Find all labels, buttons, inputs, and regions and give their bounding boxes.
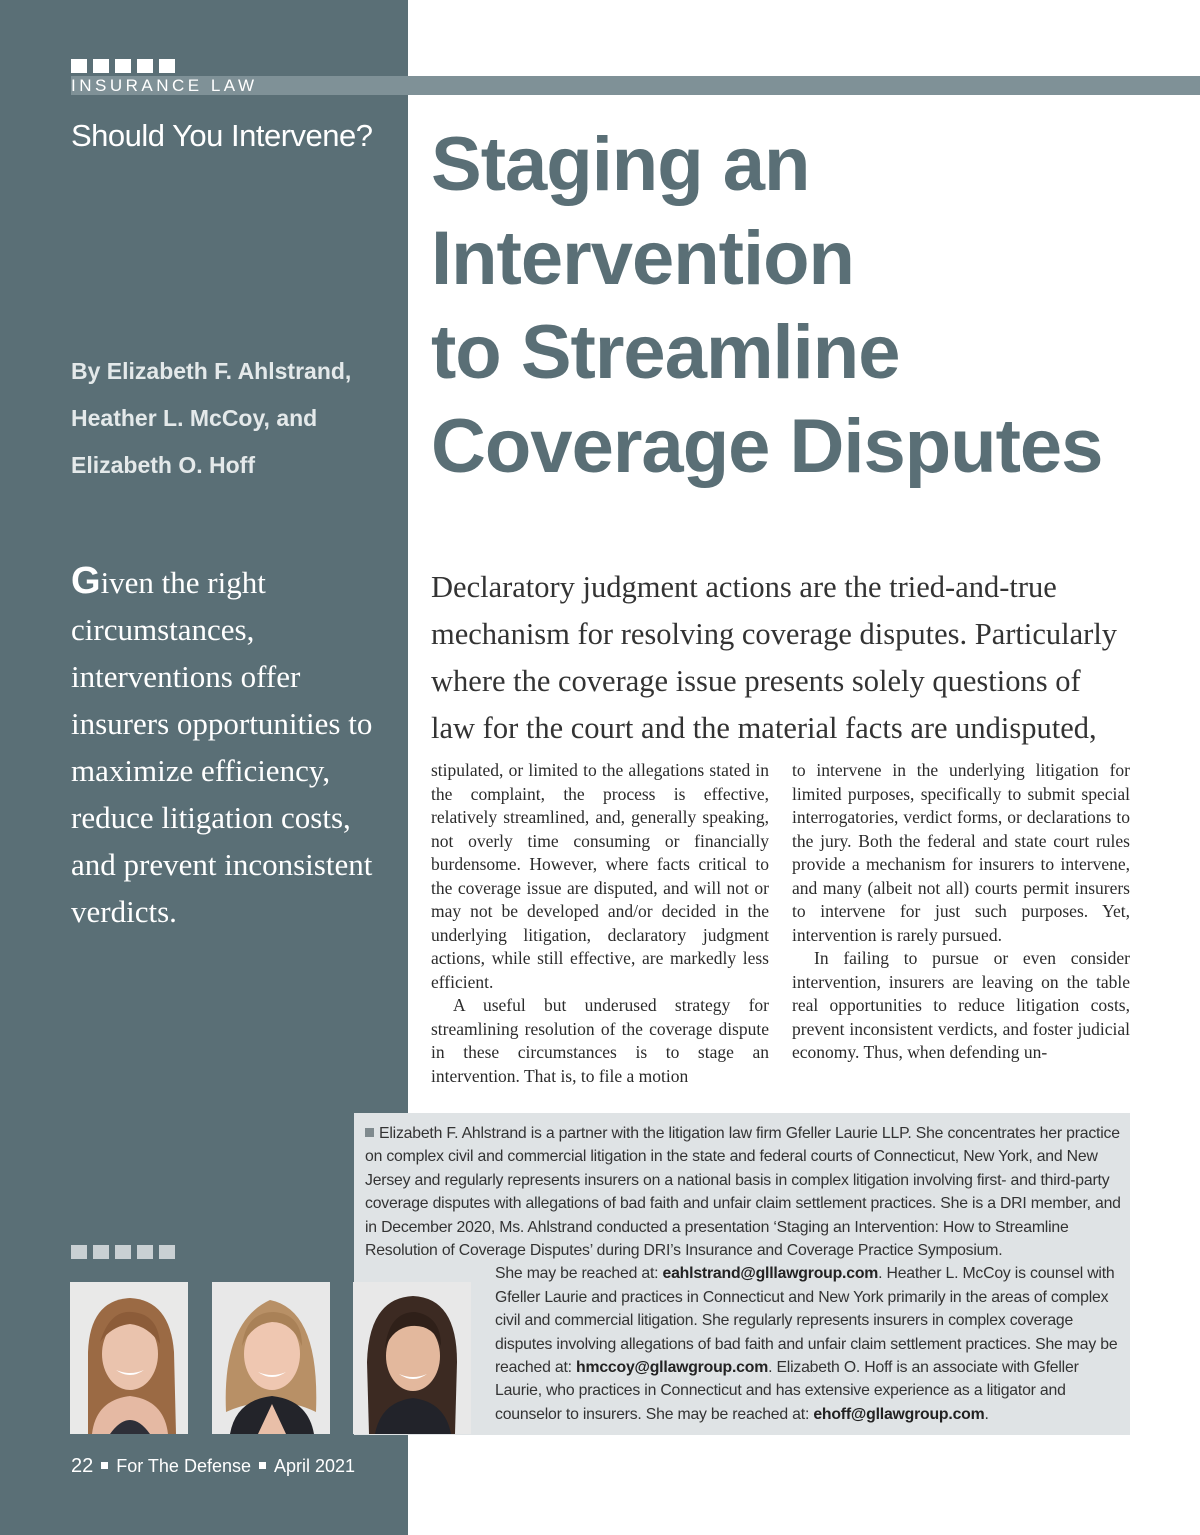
drop-cap: G <box>71 560 101 602</box>
body-paragraph: to intervene in the underlying litigation for limited purposes, specifically to submit special interrogatories, verdict forms, or declarations to the jury. Both the federal and state court rules provide a mechanism for insurers to intervene, and many (albeit not all) courts permit insurers to intervene for just such purposes. Yet, intervention is rarely pursued. <box>792 760 1130 945</box>
title-line: Intervention <box>431 216 854 301</box>
section-label: INSURANCE LAW <box>71 76 258 95</box>
title-line: Coverage Disputes <box>431 404 1103 489</box>
author-byline <box>71 348 351 489</box>
author-photo-hoff <box>353 1282 471 1434</box>
body-column-1 <box>431 759 769 1088</box>
byline-line: Heather L. McCoy, and <box>71 405 318 431</box>
bio-part-1: Elizabeth F. Ahlstrand is a partner with the litigation law firm Gfeller Laurie LLP. She concentrates her practice on complex civil and commercial litigation in the state and federal courts of Connecticut, New York, and New Jersey and regularly represents insurers on a national basis in complex litigation involving first- and third-party coverage disputes with allegations of bad faith and unfair claim settlement practices. She is a DRI member, and in December 2020, Ms. Ahlstrand conducted a presentation ‘Staging an Intervention: How to Streamline Resolution of Coverage Disputes’ during DRI’s Insurance and Coverage Practice Symposium. <box>365 1125 1121 1260</box>
lead-paragraph: Declaratory judgment actions are the tried-and-true mechanism for resolving coverage disputes. Particularly where the coverage issue presents solely questions of law for the court and the material facts are undisputed, <box>431 570 1118 745</box>
pull-quote-text: iven the right circumstances, interventions offer insurers opportunities to maximize efficiency, reduce litigation costs, and prevent inconsistent verdicts. <box>71 565 373 929</box>
separator-icon <box>101 1462 108 1469</box>
title-line: to Streamline <box>431 310 900 395</box>
body-column-2 <box>792 759 1130 1088</box>
author-photo-mccoy <box>212 1282 330 1434</box>
page-footer <box>71 1455 355 1478</box>
decorative-squares-bottom <box>71 1245 175 1259</box>
page-number: 22 <box>71 1455 94 1477</box>
title-line: Staging an <box>431 122 810 207</box>
portrait-image <box>212 1282 330 1434</box>
bio-continuation <box>365 1262 1121 1426</box>
body-columns <box>431 759 1131 1088</box>
portrait-image <box>353 1282 471 1434</box>
byline-line: By Elizabeth F. Ahlstrand, <box>71 358 352 384</box>
author-bio-text <box>365 1122 1121 1426</box>
bio-part-3: . Elizabeth O. Hoff is an associate with Gfeller Laurie, who practices in Connecticut and has extensive experience as a litigator and counselor to insurers. She may be reached at: <box>495 1359 1079 1423</box>
portrait-image <box>70 1282 188 1434</box>
bio-part-2: . Heather L. McCoy is counsel with Gfeller Laurie and practices in Connecticut and New York primarily in the areas of complex civil and commercial litigation. She regularly represents insurers in complex coverage disputes involving allegations of bad faith and unfair claim settlement practices. She may be reached at: <box>495 1265 1118 1377</box>
section-rule <box>408 76 1200 95</box>
email-link-hoff[interactable]: ehoff@gllawgroup.com <box>813 1405 985 1423</box>
email-link-mccoy[interactable]: hmccoy@gllawgroup.com <box>576 1359 769 1377</box>
author-photo-ahlstrand <box>70 1282 188 1434</box>
body-paragraph: In failing to pursue or even consider intervention, insurers are leaving on the table real opportunities to reduce litigation costs, prevent inconsistent verdicts, and foster judicial economy. Thus, when defending un- <box>792 948 1130 1062</box>
bio-end: . <box>984 1405 989 1423</box>
decorative-squares-top <box>71 59 175 73</box>
issue-date: April 2021 <box>274 1456 356 1476</box>
email-link-ahlstrand[interactable]: eahlstrand@glllawgroup.com <box>662 1265 879 1283</box>
bio-reach-prefix: She may be reached at: <box>495 1265 663 1283</box>
body-paragraph: A useful but underused strategy for streamlining resolution of the coverage dispute in these circumstances is to stage an intervention. That is, to file a motion <box>431 995 769 1086</box>
kicker-headline: Should You Intervene? <box>71 118 373 153</box>
pull-quote <box>71 558 391 935</box>
body-paragraph: stipulated, or limited to the allegations stated in the complaint, the process is effective, relatively streamlined, and, generally speaking, not overly time consuming or financially burdensome. However, where facts critical to the coverage issue are disputed, and will not or may not be developed and/or decided in the underlying litigation, declaratory judgment actions, while still effective, are markedly less efficient. <box>431 760 769 992</box>
article-title <box>431 118 1191 494</box>
byline-line: Elizabeth O. Hoff <box>71 452 255 478</box>
bullet-icon <box>365 1128 374 1137</box>
publication-name: For The Defense <box>116 1456 251 1476</box>
separator-icon <box>259 1462 266 1469</box>
